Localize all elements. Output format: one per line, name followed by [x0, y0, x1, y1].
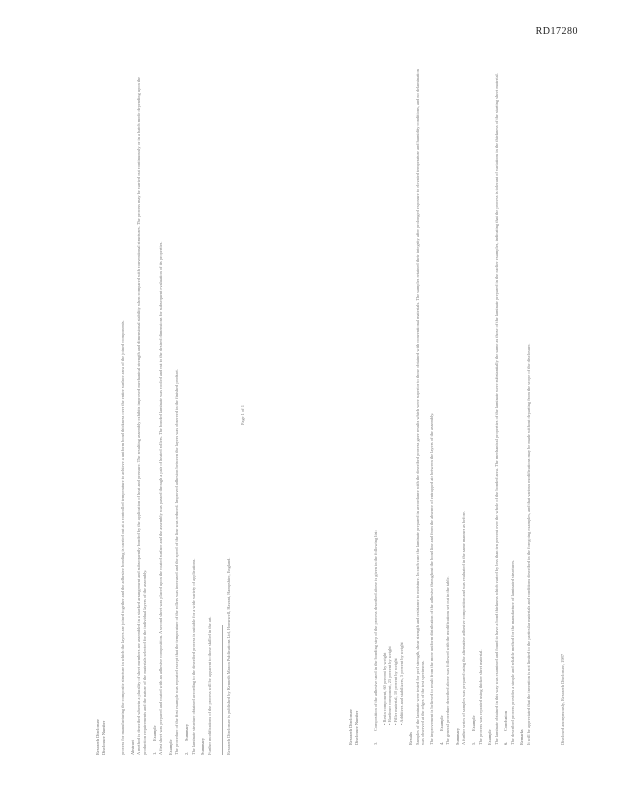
item-lead: 3.Composition of the adhesive used in the bonding step of the process described above is given in the following list: [373, 530, 379, 745]
section-body: Samples of the laminate were tested for peel strength, shear strength and resistance to moisture. In each case the laminate prepared in accordance with the described process gave results which were superior to those obtained with conventional materials. The samples retained their integrity after prolonged exposure to elevated temperature and humidity conditions, and no delamination was observed at the edges of the test specimens. [414, 69, 426, 745]
footnote-divider [222, 625, 223, 755]
item-number: 5. [470, 741, 476, 745]
item-number: 1. [151, 751, 157, 755]
item-number: 2. [183, 751, 189, 755]
section-heading: Summary [454, 727, 460, 745]
item-number: 3. [373, 741, 379, 745]
header-line2: Disclosure Number [100, 720, 106, 755]
section-body: A method is described wherein a plurality of sheet members are assembled in a stacked arrangement and subsequently bonded by the application of heat and pressure. The resulting assembly exhibits improved mechanical strength and dimensional stability when compared with conventional structures. The process may be carried out continuously or in a batch mode depending upon the production requirements and the nature of the materials selected for the individual layers of the assembly. [136, 76, 147, 755]
left-text-panel [95, 75, 249, 755]
section-heading: Results [408, 732, 414, 745]
right-text-panel [348, 65, 568, 745]
section-body: Further modifications of the process will be apparent to those skilled in the art. [206, 616, 212, 755]
section-heading: Summary [200, 737, 206, 755]
footnote: Research Disclosure is published by Kenneth Mason Publications Ltd, Homewell, Havant, Hampshire, England. [226, 557, 232, 755]
item-number: 6. [503, 741, 509, 745]
section-body: A further series of samples was prepared using the alternative adhesive composition and was evaluated in the same manner as before. [461, 510, 467, 745]
section-body: The laminate obtained in this way was examined and found to have a bond thickness which varied by less than ten percent over the whole of the bonded area. The mechanical properties of the laminate were substantially the same as those of the laminate prepared in the earlier examples, indicating that the process is tolerant of variations in the thickness of the starting sheet material. [493, 73, 499, 745]
list-item: • Additives and stabilizers, 5 percent by weight [399, 65, 405, 725]
list-item: • Filler material, 10 percent by weight [393, 65, 399, 725]
document-number: RD17280 [535, 26, 578, 37]
disclosure-caption: Disclosed anonymously, Research Disclosure, 1987 [559, 654, 565, 745]
section-body: It will be appreciated that the invention is not limited to the particular materials and conditions described in the foregoing examples, and that various modifications may be made without departing from the scope of the disclosure. [526, 343, 532, 745]
section-body: The procedure of the first example was repeated except that the temperature of the rollers was increased and the speed of the line was reduced. Improved adhesion between the layers was observed in the finished product. [174, 369, 180, 755]
section-body: The process was repeated using thicker sheet material. [477, 649, 483, 745]
header-line1: Research Disclosure [348, 709, 353, 745]
list-item: • Resin component, 60 percent by weight [382, 65, 388, 725]
section-heading: 5.Example [470, 715, 476, 745]
intro-paragraph: process for manufacturing the composite structure in which the layers are joined together and the adhesive bonding is carried out at a controlled temperature to achieve a uniform bond thickness over the entire surface area of the joined components. [120, 320, 126, 755]
section-body: The general procedure described above was followed with the modifications set out in the table. [445, 576, 451, 745]
section-heading: 2.Summary [183, 723, 189, 755]
section-body: The improvement is believed to result from the more uniform distribution of the adhesive throughout the bond line and from the absence of entrapped air between the layers of the assembly. [428, 412, 434, 745]
section-heading: Example [167, 739, 173, 755]
section-heading: Remarks [519, 729, 525, 745]
section-heading: 4.Example [438, 715, 444, 745]
header-line2: Disclosure Number [353, 710, 359, 745]
panel-header [95, 75, 106, 755]
panel-header [348, 65, 359, 745]
section-heading: 6.Conclusion [503, 710, 509, 745]
section-body: The described process provides a simple and reliable method for the manufacture of laminated structures. [509, 559, 515, 745]
composition-list [382, 65, 404, 725]
section-heading: 1.Example [151, 725, 157, 755]
section-body: The laminate structure obtained according to the described process is suitable for a wide variety of applications. [190, 558, 196, 755]
header-line1: Research Disclosure [95, 719, 100, 755]
section-heading: Example [487, 729, 493, 745]
section-heading: Abstract [129, 740, 135, 755]
page-footer: Page 1 of 1 [239, 405, 245, 425]
item-number: 4. [438, 741, 444, 745]
section-body: A first sheet was prepared and coated with an adhesive composition. A second sheet was placed upon the coated surface and the assembly was passed through a pair of heated rollers. The bonded laminate was cooled and cut to the desired dimensions for subsequent evaluation of its properties. [158, 241, 164, 755]
list-item: • Hardener component, 25 percent by weight [387, 65, 393, 725]
